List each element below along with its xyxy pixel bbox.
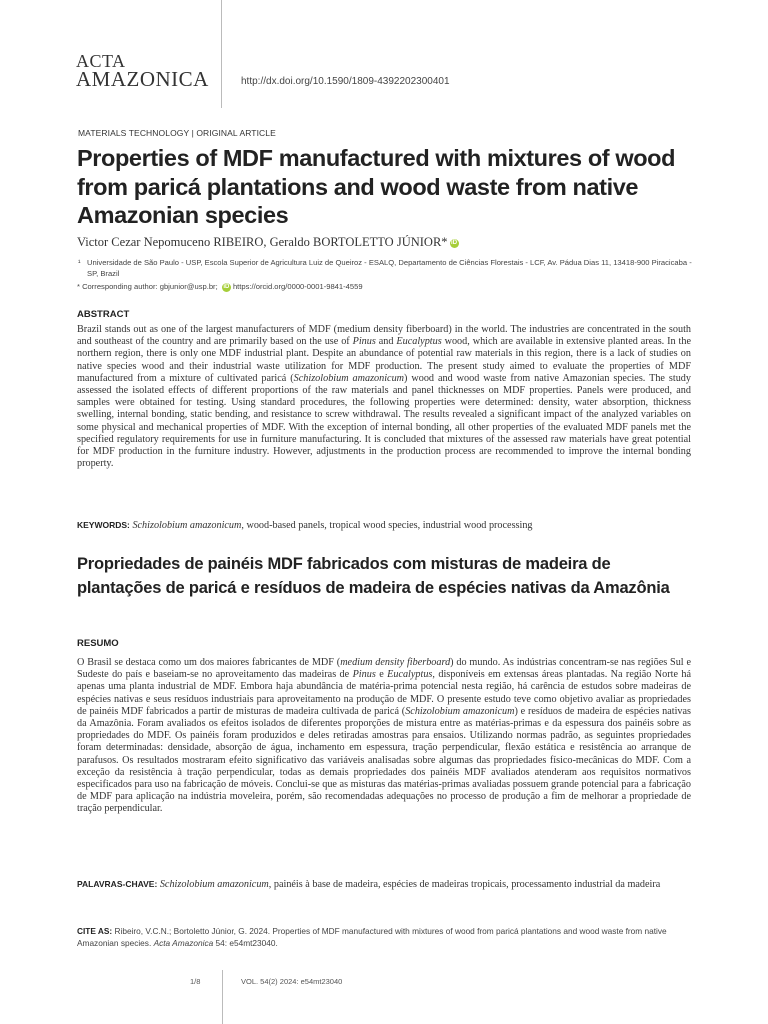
doi-link[interactable]: http://dx.doi.org/10.1590/1809-4392202300401 bbox=[241, 76, 450, 87]
journal-logo bbox=[76, 52, 209, 90]
header-divider bbox=[221, 0, 222, 108]
corresponding-email[interactable]: * Corresponding author: gbjunior@usp.br; bbox=[77, 282, 218, 291]
section-label: MATERIALS TECHNOLOGY | ORIGINAL ARTICLE bbox=[78, 128, 276, 138]
orcid-link[interactable]: https://orcid.org/0000-0001-9841-4559 bbox=[232, 282, 363, 291]
orcid-icon[interactable]: iD bbox=[451, 239, 458, 246]
author-names: Victor Cezar Nepomuceno RIBEIRO, Geraldo BORTOLETTO JÚNIOR bbox=[77, 235, 442, 249]
footer-divider bbox=[222, 970, 223, 1024]
palavras-chave-label: PALAVRAS-CHAVE: bbox=[77, 879, 158, 889]
corresponding-mark: * bbox=[441, 235, 448, 249]
palavras-chave: PALAVRAS-CHAVE: Schizolobium amazonicum, painéis à base de madeira, espécies de madeiras tropicais, processamento industrial da madeira bbox=[77, 879, 661, 890]
article-title-portuguese: Propriedades de painéis MDF fabricados com misturas de madeira de plantações de paricá e resíduos de madeira de espécies nativas da Amazônia bbox=[77, 555, 670, 597]
volume-info: VOL. 54(2) 2024: e54mt23040 bbox=[241, 977, 343, 986]
orcid-icon: iD bbox=[223, 283, 230, 290]
journal-logo-line2: AMAZONICA bbox=[76, 67, 209, 91]
journal-logo-line1: ACTA bbox=[76, 51, 126, 71]
citation: CITE AS: Ribeiro, V.C.N.; Bortoletto Júnior, G. 2024. Properties of MDF manufactured with mixtures of wood from paricá plantations and wood waste from native Amazonian species. Acta Amazonica 54: e54mt23040. bbox=[77, 926, 667, 948]
resumo-text: O Brasil se destaca como um dos maiores fabricantes de MDF (medium density fiberboard) do mundo. As indústrias concentram-se nas regiões Sul e Sudeste do país e baseiam-se no aproveitamento das madeiras de Pinus e Eucalyptus, disponíveis em extensas áreas plantadas. Na região Norte há apenas uma planta industrial de MDF. Embora haja abundância de matéria-prima potencial nesta região, há carência de estudos sobre madeiras de espécies nativas e seus resíduos industriais para aproveitamento na produção de MDF. O presente estudo teve como objetivo avaliar as propriedades de painéis MDF fabricados a partir de misturas de madeira cultivada de paricá (Schizolobium amazonicum) e resíduos de madeira de espécies nativas da Amazônia. Foram avaliados os efeitos isolados de diferentes proporções de mistura entre as matérias-primas e da espessura dos painéis sobre as propriedades do MDF. Os painéis foram produzidos e deles retiradas amostras para ensaios. Utilizando normas padrão, as seguintes propriedades foram determinadas: densidade, absorção de água, inchamento em espessura, tração perpendicular, flexão estática e resistência ao arranque de parafusos. Os resultados mostraram efeito significativo das variáveis analisadas sobre algumas das propriedades físico-mecânicas do MDF. Com a exceção da resistência à tração perpendicular, todas as demais propriedades dos painéis MDF avaliados atenderam aos requisitos normativos especificados para uso na fabricação de móveis. Conclui-se que as misturas das matérias-primas avaliadas possuem grande potencial para a fabricação de MDF para aplicação na indústria moveleira, porém, são recomendadas adequações no processo de produção a fim de melhorar a propriedade de tração perpendicular. bbox=[77, 657, 692, 815]
cite-label: CITE AS: bbox=[77, 926, 113, 936]
keywords: KEYWORDS: Schizolobium amazonicum, wood-based panels, tropical wood species, industrial wood processing bbox=[77, 520, 533, 531]
keywords-label: KEYWORDS: bbox=[77, 520, 130, 530]
page-number: 1/8 bbox=[190, 977, 201, 986]
article-title: Properties of MDF manufactured with mixtures of wood from paricá plantations and wood waste from native Amazonian species bbox=[77, 145, 676, 228]
abstract-heading: ABSTRACT bbox=[77, 309, 130, 320]
affiliation bbox=[78, 257, 697, 279]
resumo-heading: RESUMO bbox=[77, 638, 119, 649]
authors bbox=[77, 235, 459, 250]
corresponding-author bbox=[77, 282, 363, 292]
abstract-text: Brazil stands out as one of the largest manufacturers of MDF (medium density fiberboard) in the world. The industries are concentrated in the south and southeast of the country and are primarily based on the use of Pinus and Eucalyptus wood, which are available in extensive planted areas. In the northern region, there is only one MDF industrial plant. Despite an abundance of potential raw materials in this region, there is a lack of studies on native species wood and their industrial waste utilization for MDF production. The present study aimed to evaluate the properties of MDF manufactured from a mixture of cultivated paricá (Schizolobium amazonicum) wood and wood waste from native Amazonian species. The study assessed the isolated effects of different proportions of the raw materials and panel thicknesses on MDF properties. Panels were produced, and samples were obtained for testing. Using standard procedures, the following properties were determined: density, water absorption, thickness swelling, internal bonding, static bending, and resistance to screw withdrawal. The results revealed a significant impact of the analyzed variables on some physical and mechanical properties of MDF. With the exception of internal bonding, all other properties of the evaluated MDF panels met the specified regulatory requirements for use in furniture manufacturing. It is concluded that mixtures of the assessed raw materials have great potential for MDF production in the furniture industry. However, adjustments in the production process are recommended to improve the internal bonding property. bbox=[77, 324, 691, 470]
affiliation-mark: ¹ bbox=[78, 258, 81, 267]
affiliation-text: Universidade de São Paulo - USP, Escola Superior de Agricultura Luiz de Queiroz - ESALQ, Departamento de Ciências Florestais - LCF, Av. Pádua Dias 11, 13418-900 Piracicaba - SP, Brazil bbox=[87, 258, 692, 278]
